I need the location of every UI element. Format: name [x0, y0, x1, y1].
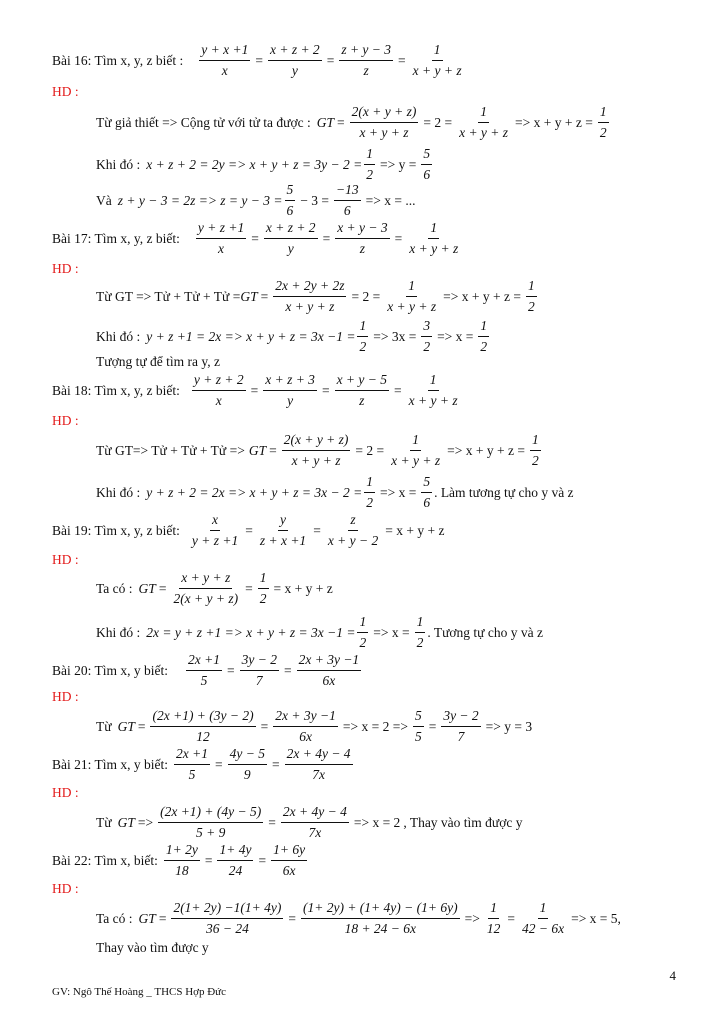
- fraction: $\frac{x + z + 2}{y}$: [269, 42, 320, 78]
- fraction: $\frac{5}{6}$: [423, 474, 431, 510]
- fraction: $\frac{1}{x + y + z}$: [408, 372, 458, 408]
- problem-17-step-3: Tượng tự để tìm ra y, z: [96, 354, 220, 369]
- fraction: $\frac{2x + 4y - 4}{7x}$: [282, 804, 347, 840]
- problem-22-title: Bài 22: Tìm x, biết:: [52, 852, 158, 868]
- problem-18-step-2: Khi đó : y + z + 2 = 2x => x + y + z = 3x − 2 = $\frac{1}{2}$ => x = $\frac{5}{6}$ . Làm tương tự cho y và z: [96, 474, 574, 510]
- problem-18-step-1: Từ GT=> Tử + Tử + Tử => GT = $\frac{2(x + y + z)}{x + y + z}$ = 2 = $\frac{1}{x + y + z}$ => x + y + z = $\frac{1}{2}$: [96, 432, 539, 468]
- fraction: $\frac{x + y - 3}{z}$: [337, 220, 388, 256]
- fraction: $\frac{(2x +1) + (3y - 2)}{12}$: [152, 708, 254, 744]
- problem-20-title: Bài 20: Tìm x, y biết:: [52, 662, 168, 678]
- fraction: $\frac{2x + 3y -1}{6x}$: [298, 652, 360, 688]
- fraction: $\frac{3}{2}$: [423, 318, 431, 354]
- problem-20-statement: Bài 20: Tìm x, y biết: $\frac{2x +1}{5}$ = $\frac{3y - 2}{7}$ = $\frac{2x + 3y -1}{6x}$: [52, 652, 360, 688]
- problem-19-title: Bài 19: Tìm x, y, z biết:: [52, 522, 180, 538]
- problem-17-step-1: Từ GT => Tử + Tử + Tử = GT = $\frac{2x + 2y + 2z}{x + y + z}$ = 2 = $\frac{1}{x + y + z}$ => x + y + z = $\frac{1}{2}$: [96, 278, 535, 314]
- fraction: $\frac{-13}{6}$: [335, 182, 359, 218]
- page-number: 4: [669, 968, 676, 983]
- fraction: $\frac{1}{2}$: [416, 614, 424, 650]
- fraction: $\frac{1}{2}$: [359, 614, 367, 650]
- problem-18-statement: Bài 18: Tìm x, y, z biết: $\frac{y + z + 2}{x}$ = $\frac{x + z + 3}{y}$ = $\frac{x + y - 5}{z}$ = $\frac{1}{x + y + z}$: [52, 372, 458, 408]
- fraction: $\frac{1}{2}$: [359, 318, 367, 354]
- fraction: $\frac{1}{42 - 6x}$: [521, 900, 565, 936]
- fraction: $\frac{(2x +1) + (4y - 5)}{5 + 9}$: [160, 804, 262, 840]
- problem-16-statement: Bài 16: Tìm x, y, z biết : $\frac{y + x +1}{x}$ = $\frac{x + z + 2}{y}$ = $\frac{z + y - 3}{z}$ = $\frac{1}{x + y + z}$: [52, 42, 462, 78]
- problem-17-statement: Bài 17: Tìm x, y, z biết: $\frac{y + z +1}{x}$ = $\frac{x + z + 2}{y}$ = $\frac{x + y - 3}{z}$ = $\frac{1}{x + y + z}$: [52, 220, 459, 256]
- fraction: $\frac{y + z + 2}{x}$: [193, 372, 244, 408]
- fraction: $\frac{2(x + y + z)}{x + y + z}$: [351, 104, 417, 140]
- fraction: $\frac{z + y - 3}{z}$: [341, 42, 392, 78]
- fraction: $\frac{1}{2}$: [527, 278, 535, 314]
- fraction: $\frac{1}{x + y + z}$: [391, 432, 441, 468]
- problem-21-title: Bài 21: Tìm x, y biết:: [52, 756, 168, 772]
- problem-17-title: Bài 17: Tìm x, y, z biết:: [52, 230, 180, 246]
- fraction: $\frac{5}{6}$: [423, 146, 431, 182]
- fraction: $\frac{1+ 6y}{6x}$: [273, 842, 306, 878]
- problem-16-step-1: Từ giả thiết => Cộng tử với tử ta được : GT = $\frac{2(x + y + z)}{x + y + z}$ = 2 = $\frac{1}{x + y + z}$ => x + y + z = $\frac{1}{2}$: [96, 104, 607, 140]
- fraction: $\frac{4y - 5}{9}$: [229, 746, 265, 782]
- fraction: $\frac{z}{x + y - 2}$: [327, 512, 379, 548]
- hint-label: HD :: [52, 785, 79, 800]
- problem-22-step-1: Ta có : GT = $\frac{2(1+ 2y) -1(1+ 4y)}{36 - 24}$ = $\frac{(1+ 2y) + (1+ 4y) - (1+ 6y)}{18 + 24 - 6x}$ => $\frac{1}{12}$ = $\frac{1}{42 - 6x}$ => x = 5,: [96, 900, 621, 936]
- fraction: $\frac{y}{z + x +1}$: [259, 512, 307, 548]
- fraction: $\frac{y + z +1}{x}$: [197, 220, 245, 256]
- fraction: $\frac{1}{x + y + z}$: [409, 220, 459, 256]
- fraction: $\frac{1}{x + y + z}$: [412, 42, 462, 78]
- fraction: $\frac{1+ 4y}{24}$: [219, 842, 252, 878]
- hint-label: HD :: [52, 552, 79, 567]
- fraction: $\frac{1}{2}$: [366, 146, 373, 182]
- fraction: $\frac{2(1+ 2y) -1(1+ 4y)}{36 - 24}$: [173, 900, 282, 936]
- fraction: $\frac{3y - 2}{7}$: [443, 708, 479, 744]
- problem-19-statement: Bài 19: Tìm x, y, z biết: $\frac{x}{y + z +1}$ = $\frac{y}{z + x +1}$ = $\frac{z}{x + y - 2}$ = x + y + z: [52, 512, 445, 548]
- fraction: $\frac{5}{5}$: [414, 708, 422, 744]
- footer-author: GV: Ngô Thế Hoàng _ THCS Hợp Đức: [52, 986, 227, 998]
- problem-17-step-2: Khi đó : y + z +1 = 2x => x + y + z = 3x −1 = $\frac{1}{2}$ => 3x = $\frac{3}{2}$ => x = $\frac{1}{2}$: [96, 318, 488, 354]
- fraction: $\frac{2x + 3y -1}{6x}$: [275, 708, 336, 744]
- fraction: $\frac{2x + 2y + 2z}{x + y + z}$: [275, 278, 345, 314]
- hint-label: HD :: [52, 413, 79, 428]
- fraction: $\frac{x}{y + z +1}$: [191, 512, 239, 548]
- fraction: $\frac{1}{x + y + z}$: [387, 278, 437, 314]
- problem-18-title: Bài 18: Tìm x, y, z biết:: [52, 382, 180, 398]
- fraction: $\frac{x + y + z}{2(x + y + z)}$: [173, 570, 239, 606]
- fraction: $\frac{x + z + 3}{y}$: [265, 372, 315, 408]
- hint-label: HD :: [52, 881, 79, 896]
- fraction: $\frac{1}{2}$: [366, 474, 373, 510]
- problem-21-step-1: Từ GT => $\frac{(2x +1) + (4y - 5)}{5 + 9}$ = $\frac{2x + 4y - 4}{7x}$ => x = 2 , Thay vào tìm được y: [96, 804, 523, 840]
- fraction: $\frac{1}{12}$: [486, 900, 501, 936]
- fraction: $\frac{1}{2}$: [531, 432, 539, 468]
- fraction: $\frac{x + z + 2}{y}$: [265, 220, 316, 256]
- fraction: $\frac{2x +1}{5}$: [176, 746, 208, 782]
- fraction: $\frac{3y - 2}{7}$: [241, 652, 277, 688]
- problem-22-step-2: Thay vào tìm được y: [96, 940, 209, 955]
- fraction: $\frac{1+ 2y}{18}$: [165, 842, 198, 878]
- problem-19-step-2: Khi đó : 2x = y + z +1 => x + y + z = 3x −1 = $\frac{1}{2}$ => x = $\frac{1}{2}$ . Tương tự cho y và z: [96, 614, 543, 650]
- problem-20-step-1: Từ GT = $\frac{(2x +1) + (3y - 2)}{12}$ = $\frac{2x + 3y -1}{6x}$ => x = 2 => $\frac{5}{5}$ = $\frac{3y - 2}{7}$ => y = 3: [96, 708, 533, 744]
- fraction: $\frac{1}{2}$: [259, 570, 267, 606]
- hint-label: HD :: [52, 261, 79, 276]
- fraction: $\frac{5}{6}$: [286, 182, 294, 218]
- problem-19-step-1: Ta có : GT = $\frac{x + y + z}{2(x + y + z)}$ = $\frac{1}{2}$ = x + y + z: [96, 570, 333, 606]
- fraction: $\frac{1}{2}$: [599, 104, 607, 140]
- fraction: $\frac{(1+ 2y) + (1+ 4y) - (1+ 6y)}{18 + 24 - 6x}$: [302, 900, 458, 936]
- fraction: $\frac{y + x +1}{x}$: [201, 42, 249, 78]
- problem-16-step-2: Khi đó : x + z + 2 = 2y => x + y + z = 3y − 2 = $\frac{1}{2}$ => y = $\frac{5}{6}$: [96, 146, 431, 182]
- fraction: $\frac{2(x + y + z)}{x + y + z}$: [283, 432, 349, 468]
- hint-label: HD :: [52, 689, 79, 704]
- hint-label: HD :: [52, 84, 79, 99]
- fraction: $\frac{x + y - 5}{z}$: [336, 372, 388, 408]
- fraction: $\frac{1}{2}$: [480, 318, 488, 354]
- fraction: $\frac{1}{x + y + z}$: [459, 104, 509, 140]
- problem-22-statement: Bài 22: Tìm x, biết: $\frac{1+ 2y}{18}$ = $\frac{1+ 4y}{24}$ = $\frac{1+ 6y}{6x}$: [52, 842, 306, 878]
- fraction: $\frac{2x + 4y - 4}{7x}$: [286, 746, 351, 782]
- problem-16-title: Bài 16: Tìm x, y, z biết :: [52, 52, 184, 68]
- fraction: $\frac{2x +1}{5}$: [188, 652, 220, 688]
- problem-16-step-3: Và z + y − 3 = 2z => z = y − 3 = $\frac{5}{6}$ − 3 = $\frac{-13}{6}$ => x = ...: [96, 182, 416, 218]
- problem-21-statement: Bài 21: Tìm x, y biết: $\frac{2x +1}{5}$ = $\frac{4y - 5}{9}$ = $\frac{2x + 4y - 4}{7x}$: [52, 746, 351, 782]
